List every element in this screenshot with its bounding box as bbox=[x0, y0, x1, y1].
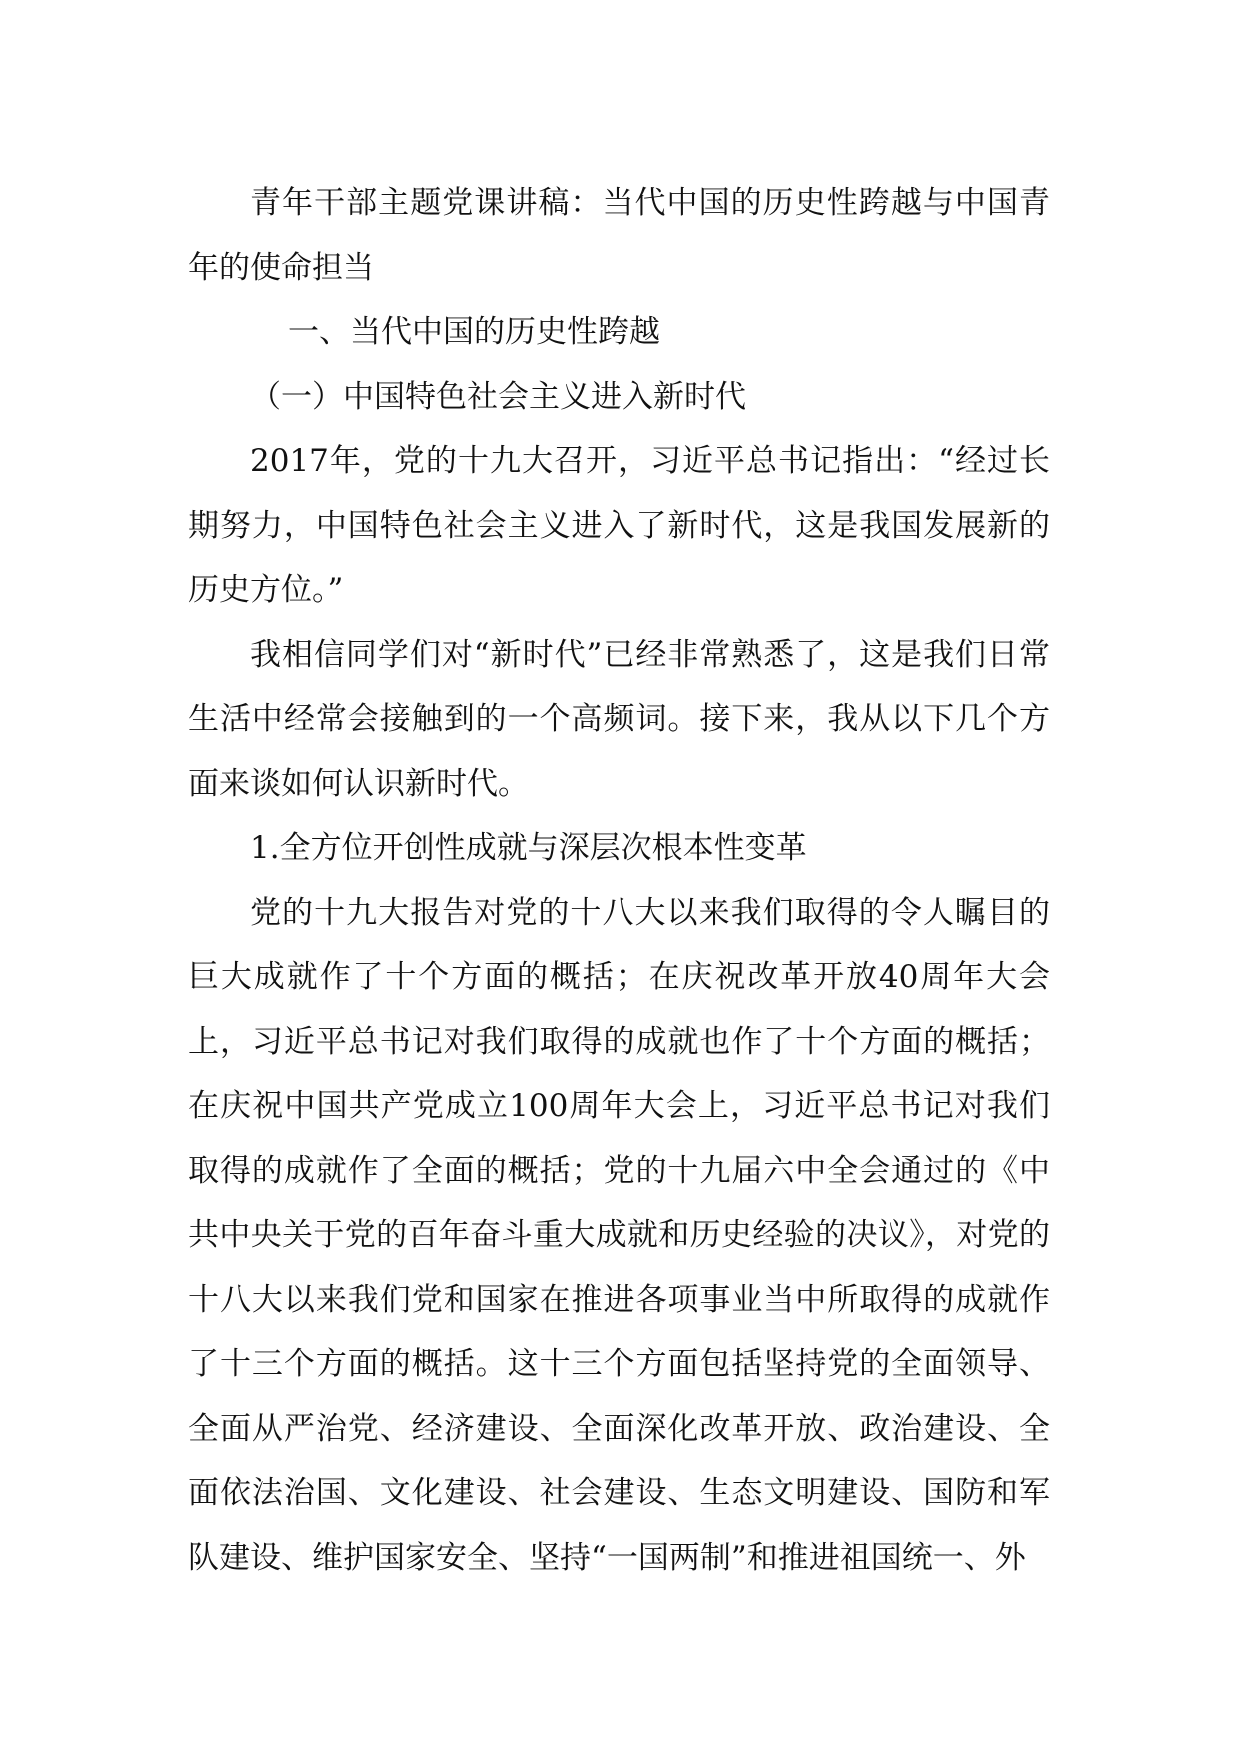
document-body bbox=[188, 171, 1050, 1590]
paragraph: 党的十九大报告对党的十八大以来我们取得的令人瞩目的巨大成就作了十个方面的概括；在庆祝改革开放40周年大会上，习近平总书记对我们取得的成就也作了十个方面的概括；在庆祝中国共产党成立100周年大会上，习近平总书记对我们取得的成就作了全面的概括；党的十九届六中全会通过的《中共中央关于党的百年奋斗重大成就和历史经验的决议》，对党的十八大以来我们党和国家在推进各项事业当中所取得的成就作了十三个方面的概括。这十三个方面包括坚持党的全面领导、全面从严治党、经济建设、全面深化改革开放、政治建设、全面依法治国、文化建设、社会建设、生态文明建设、国防和军队建设、维护国家安全、坚持“一国两制”和推进祖国统一、外 bbox=[188, 894, 1050, 1576]
point-heading: 1.全方位开创性成就与深层次根本性变革 bbox=[250, 830, 807, 866]
document-title: 青年干部主题党课讲稿：当代中国的历史性跨越与中国青年的使命担当 bbox=[188, 185, 1050, 286]
subsection-heading: （一）中国特色社会主义进入新时代 bbox=[250, 378, 746, 415]
paragraph: 我相信同学们对“新时代”已经非常熟悉了，这是我们日常生活中经常会接触到的一个高频词。接下来，我从以下几个方面来谈如何认识新时代。 bbox=[188, 636, 1050, 802]
paragraph: 2017年，党的十九大召开，习近平总书记指出：“经过长期努力，中国特色社会主义进入了新时代，这是我国发展新的历史方位。” bbox=[188, 443, 1050, 608]
section-heading: 一、当代中国的历史性跨越 bbox=[288, 314, 660, 350]
